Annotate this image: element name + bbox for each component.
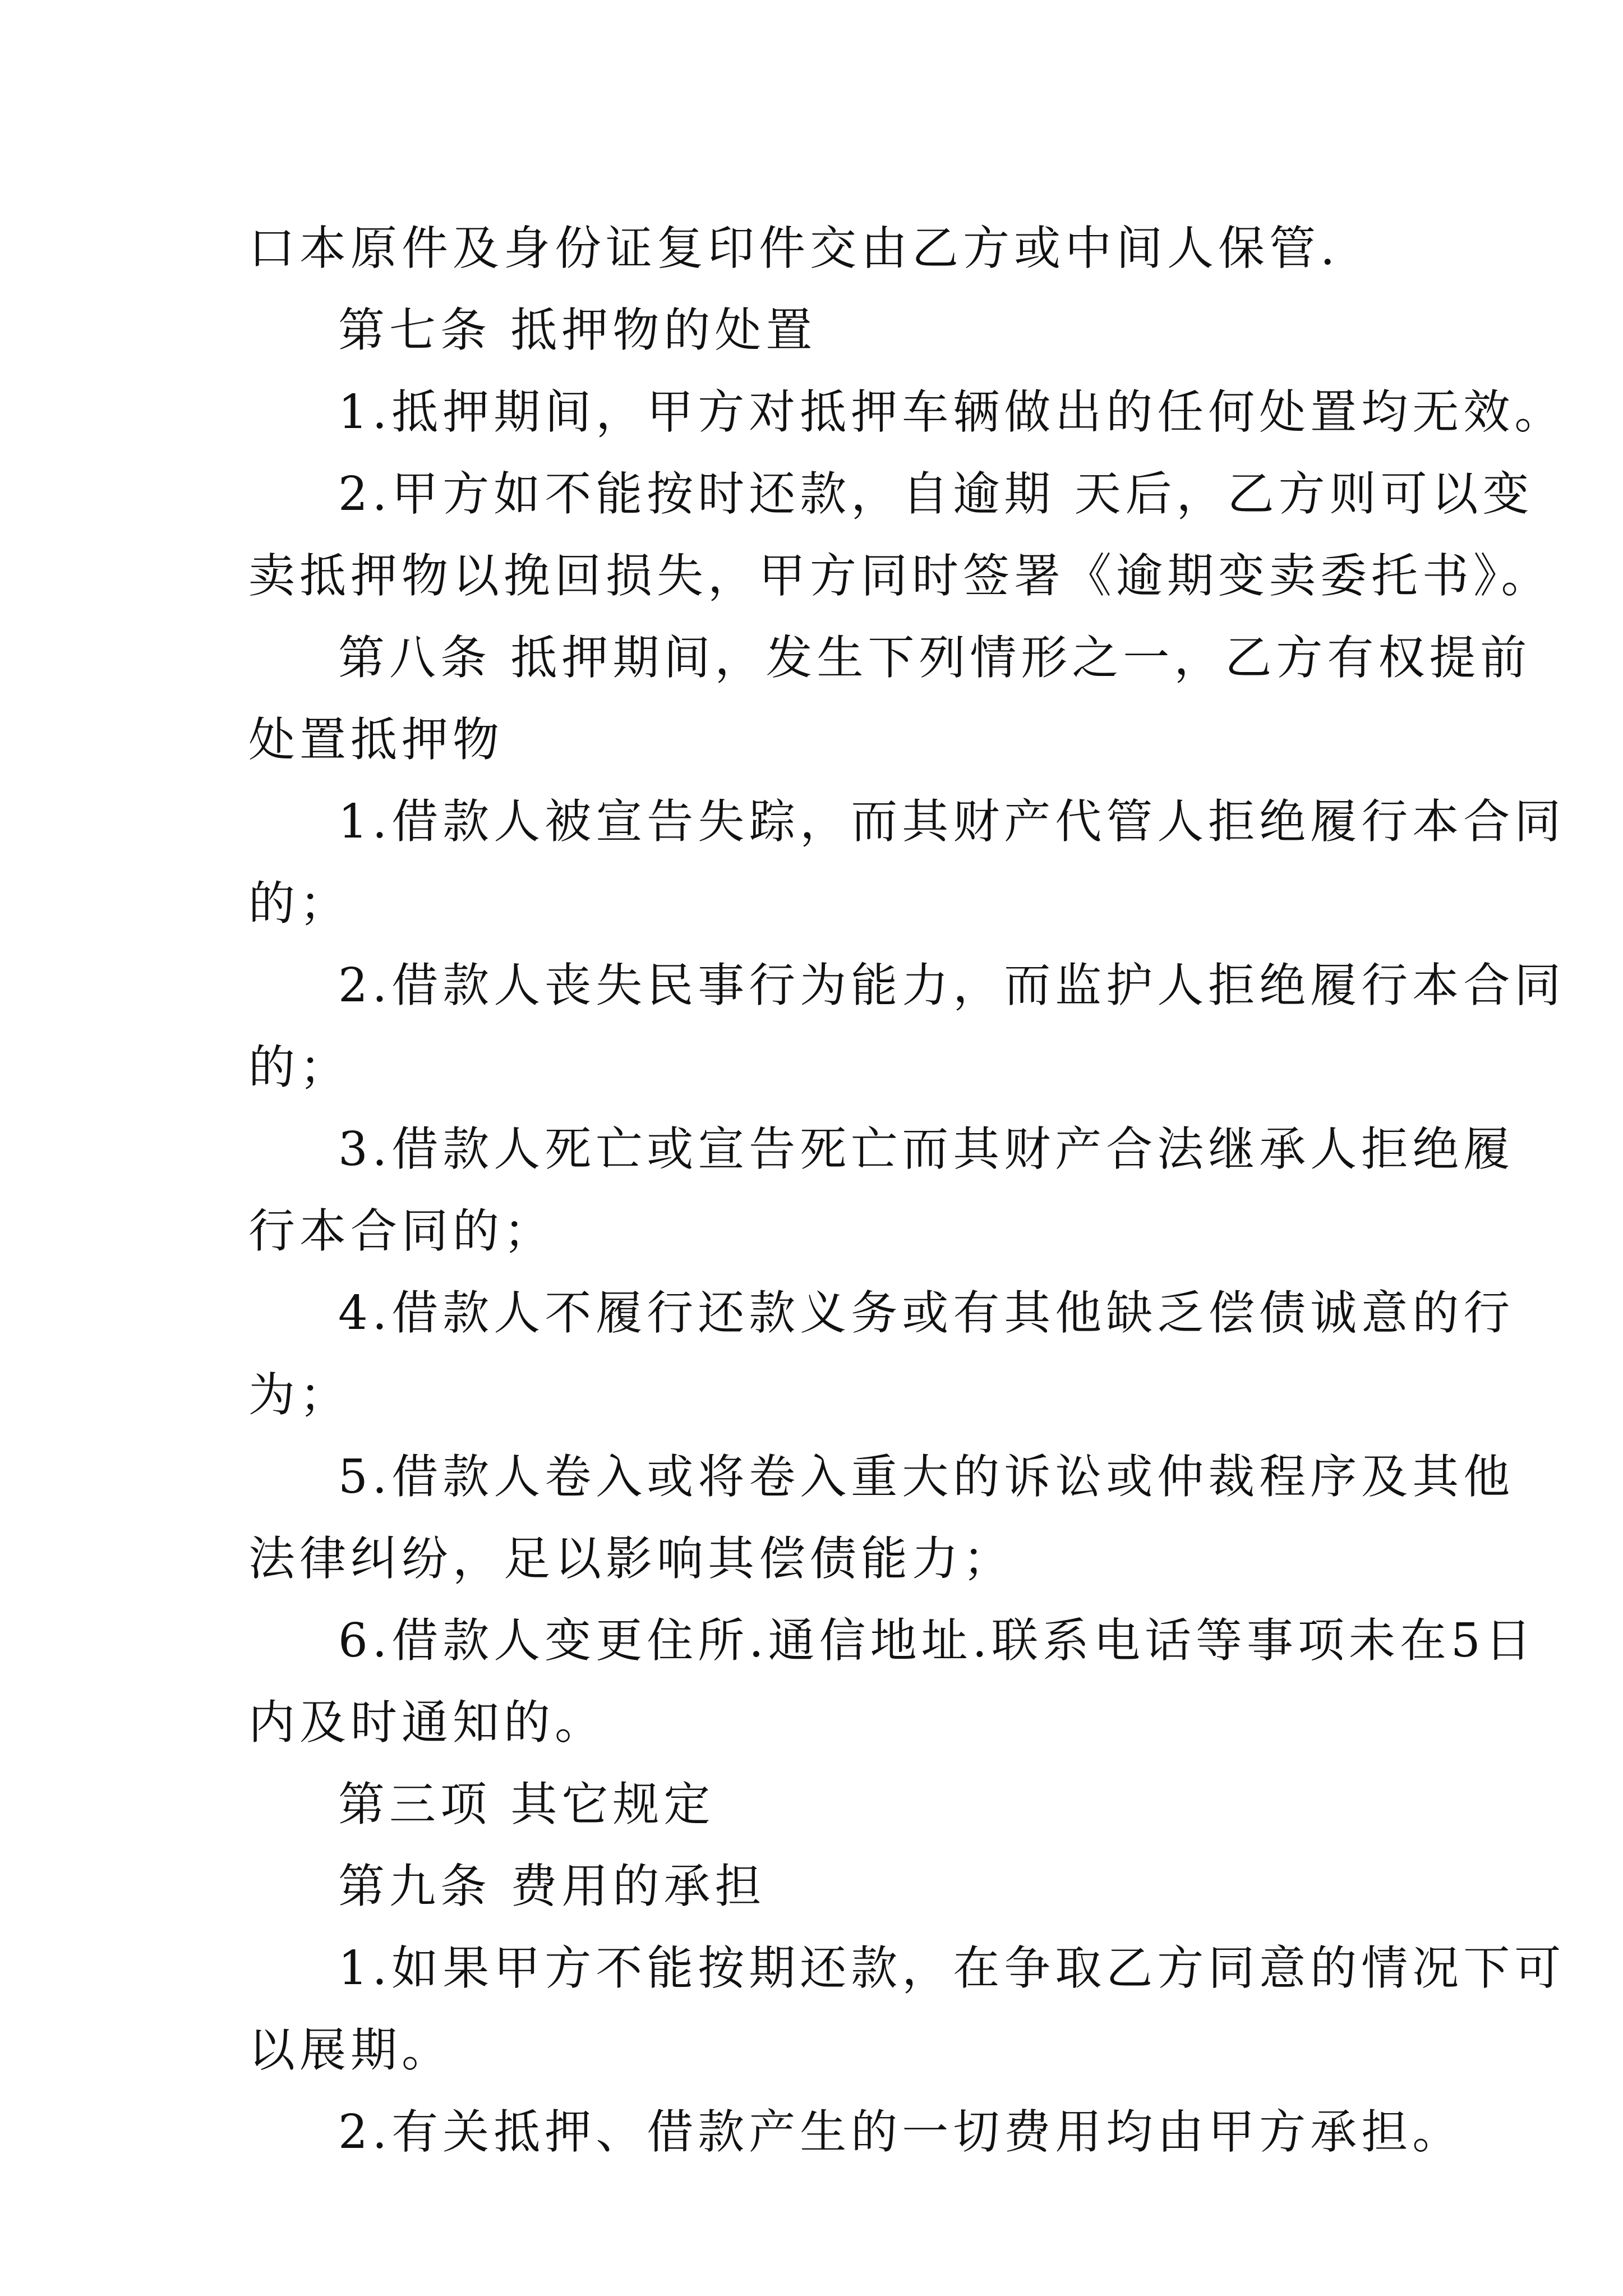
text-line: 3.借款人死亡或宣告死亡而其财产合法继承人拒绝履 xyxy=(338,1122,1515,1176)
section-heading-article-9: 第九条 费用的承担 xyxy=(338,1859,766,1913)
text-line: 1.抵押期间，甲方对抵押车辆做出的任何处置均无效。 xyxy=(338,385,1566,439)
text-line: 法律纠纷，足以影响其偿债能力； xyxy=(248,1531,1014,1586)
section-heading-article-7: 第七条 抵押物的处置 xyxy=(338,303,817,357)
document-body xyxy=(248,208,1566,2173)
text-line: 的； xyxy=(248,876,351,931)
text-line: 内及时通知的。 xyxy=(248,1695,606,1750)
text-line: 2.甲方如不能按时还款，自逾期 天后，乙方则可以变 xyxy=(338,467,1534,521)
text-line: 2.有关抵押、借款产生的一切费用均由甲方承担。 xyxy=(338,2105,1464,2159)
text-line: 卖抵押物以挽回损失，甲方同时签署《逾期变卖委托书》。 xyxy=(248,549,1552,603)
text-line: 以展期。 xyxy=(248,2023,453,2077)
text-line: 处置抵押物 xyxy=(248,712,504,767)
text-line: 2.借款人丧失民事行为能力，而监护人拒绝履行本合同 xyxy=(338,958,1566,1013)
text-line: 为； xyxy=(248,1368,351,1422)
text-line: 6.借款人变更住所.通信地址.联系电话等事项未在5日 xyxy=(338,1613,1536,1668)
section-heading-article-8: 第八条 抵押期间，发生下列情形之一，乙方有权提前 xyxy=(338,631,1532,685)
text-line: 行本合同的； xyxy=(248,1204,555,1258)
text-line: 的； xyxy=(248,1040,351,1094)
text-line: 口本原件及身份证复印件交由乙方或中间人保管. xyxy=(248,221,1340,275)
text-line: 1.如果甲方不能按期还款，在争取乙方同意的情况下可 xyxy=(338,1941,1566,1995)
text-line: 4.借款人不履行还款义务或有其他缺乏偿债诚意的行 xyxy=(338,1286,1515,1340)
text-line: 1.借款人被宣告失踪，而其财产代管人拒绝履行本合同 xyxy=(338,794,1566,849)
section-heading-item-3: 第三项 其它规定 xyxy=(338,1777,715,1832)
text-line: 5.借款人卷入或将卷入重大的诉讼或仲裁程序及其他 xyxy=(338,1450,1515,1504)
